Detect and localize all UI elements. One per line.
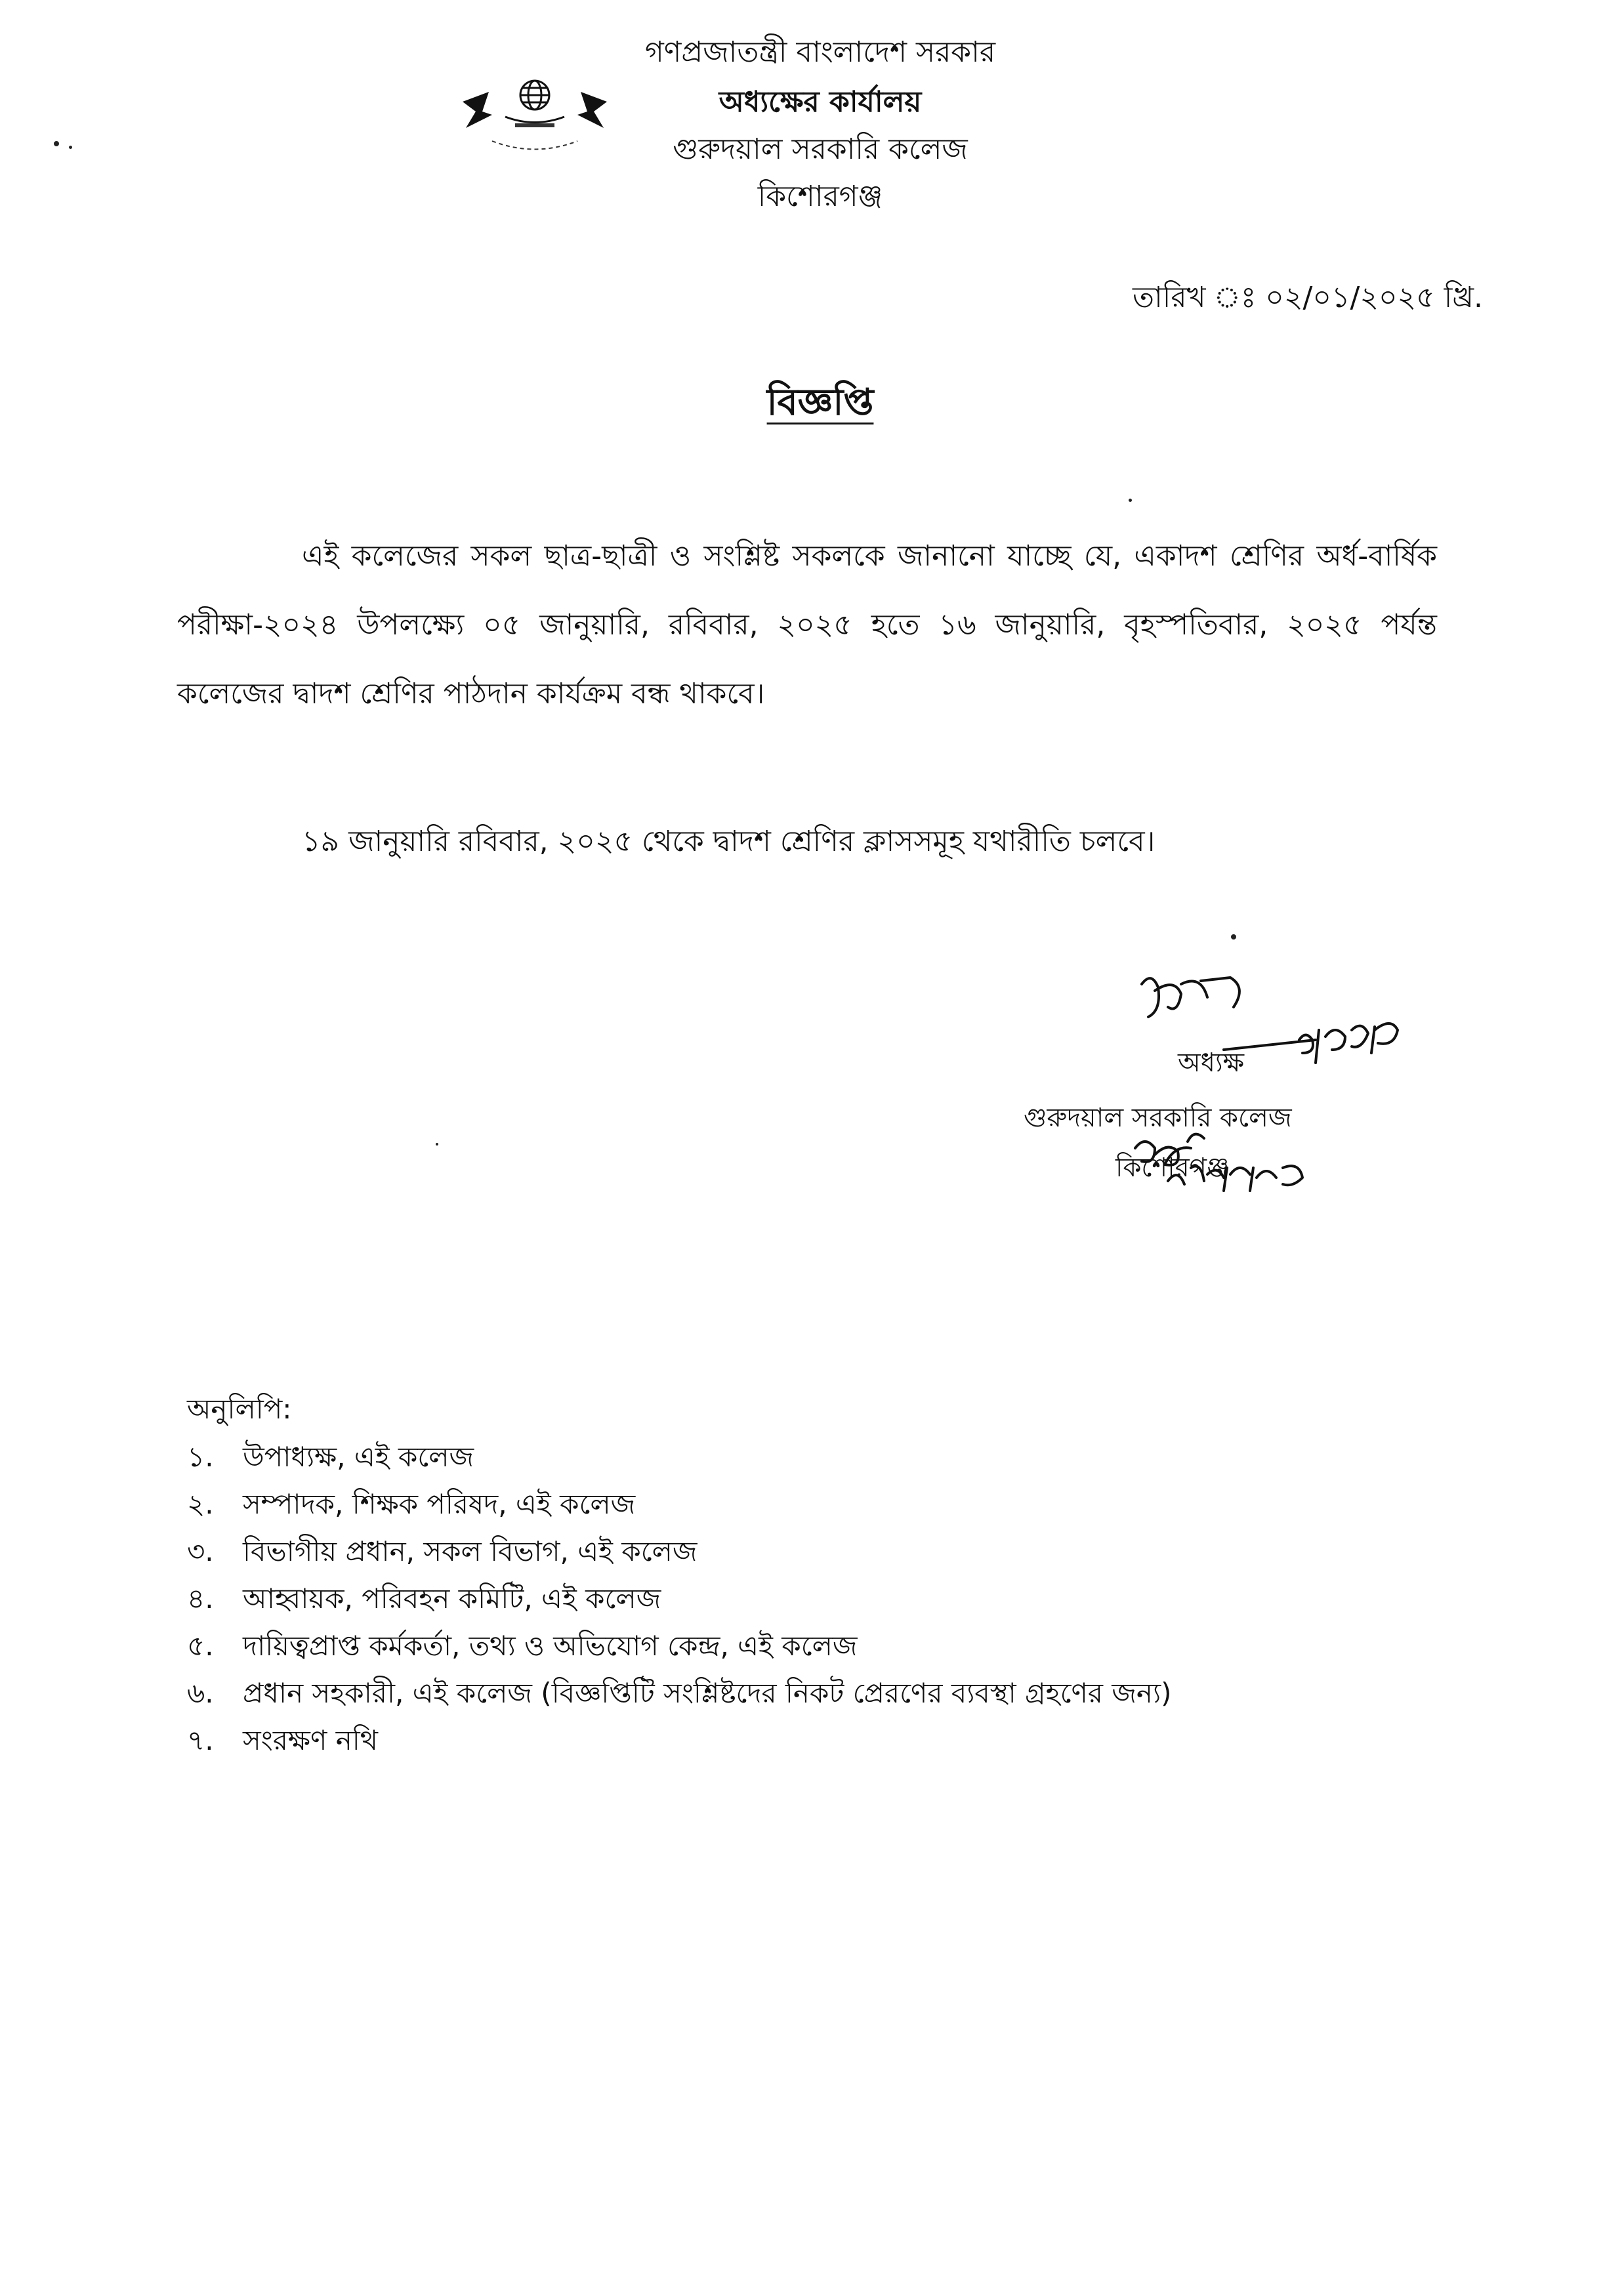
signature-college: গুরুদয়াল সরকারি কলেজ bbox=[1024, 1103, 1292, 1133]
notice-paragraph-2: ১৯ জানুয়ারি রবিবার, ২০২৫ থেকে দ্বাদশ শ্রেণির ক্লাসসমূহ যথারীতি চলবে। bbox=[302, 825, 1156, 858]
copy-item-number: ৪. bbox=[187, 1582, 214, 1615]
copy-item-number: ১. bbox=[187, 1441, 214, 1473]
copy-item-text: বিভাগীয় প্রধান, সকল বিভাগ, এই কলেজ bbox=[243, 1535, 697, 1567]
copy-item-number: ৭. bbox=[187, 1724, 214, 1756]
scan-speck bbox=[69, 146, 72, 149]
copy-item-text: সংরক্ষণ নথি bbox=[243, 1724, 378, 1756]
notice-date: তারিখ ঃ ০২/০১/২০২৫ খ্রি. bbox=[1133, 281, 1483, 314]
signature-district: কিশোরগঞ্জ bbox=[1115, 1153, 1230, 1183]
copy-item-text: সম্পাদক, শিক্ষক পরিষদ, এই কলেজ bbox=[243, 1488, 636, 1520]
scan-speck bbox=[1231, 934, 1236, 940]
copy-item bbox=[187, 1670, 1434, 1717]
copy-item bbox=[187, 1717, 1434, 1764]
copy-item-number: ৫. bbox=[187, 1630, 214, 1662]
government-heading: গণপ্রজাতন্ত্রী বাংলাদেশ সরকার bbox=[644, 35, 996, 69]
copy-item-number: ২. bbox=[187, 1488, 214, 1520]
copy-item bbox=[187, 1622, 1434, 1670]
notice-title-text: বিজ্ঞপ্তি bbox=[766, 381, 874, 424]
notice-title bbox=[656, 374, 984, 436]
copy-item-text: আহ্বায়ক, পরিবহন কমিটি, এই কলেজ bbox=[243, 1582, 661, 1615]
notice-paragraph-1: এই কলেজের সকল ছাত্র-ছাত্রী ও সংশ্লিষ্ট সকলকে জানানো যাচ্ছে যে, একাদশ শ্রেণির অর্ধ-বার্ষিক পরীক্ষা-২০২৪ উপলক্ষ্যে ০৫ জানুয়ারি, রবিবার, ২০২৫ হতে ১৬ জানুয়ারি, বৃহস্পতিবার, ২০২৫ পর্যন্ত কলেজের দ্বাদশ শ্রেণির পাঠদান কার্যক্রম বন্ধ থাকবে। bbox=[177, 539, 1437, 711]
copy-item bbox=[187, 1575, 1434, 1622]
copies-list bbox=[187, 1434, 1434, 1764]
copy-item bbox=[187, 1528, 1434, 1575]
copies-heading: অনুলিপি: bbox=[187, 1393, 292, 1425]
signature-role: অধ্যক্ষ bbox=[1178, 1048, 1245, 1078]
copy-item-number: ৬. bbox=[187, 1677, 214, 1709]
copy-item-text: উপাধ্যক্ষ, এই কলেজ bbox=[243, 1441, 474, 1473]
scan-speck bbox=[54, 141, 59, 146]
copy-item-text: দায়িত্বপ্রাপ্ত কর্মকর্তা, তথ্য ও অভিযোগ কেন্দ্র, এই কলেজ bbox=[243, 1630, 858, 1662]
scan-speck bbox=[436, 1143, 438, 1146]
copy-item bbox=[187, 1434, 1434, 1481]
copy-item-number: ৩. bbox=[187, 1535, 214, 1567]
college-heading: গুরুদয়াল সরকারি কলেজ bbox=[673, 133, 968, 166]
district-heading: কিশোরগঞ্জ bbox=[757, 180, 883, 213]
signature-block bbox=[1115, 958, 1483, 1233]
signature-scribble-icon bbox=[1115, 958, 1483, 1233]
copy-item-text: প্রধান সহকারী, এই কলেজ (বিজ্ঞপ্তিটি সংশ্লিষ্টদের নিকট প্রেরণের ব্যবস্থা গ্রহণের জন্য) bbox=[243, 1677, 1172, 1709]
copy-item bbox=[187, 1481, 1434, 1528]
scan-speck bbox=[1129, 499, 1132, 502]
office-heading: অধ্যক্ষের কার্যালয় bbox=[718, 85, 922, 119]
